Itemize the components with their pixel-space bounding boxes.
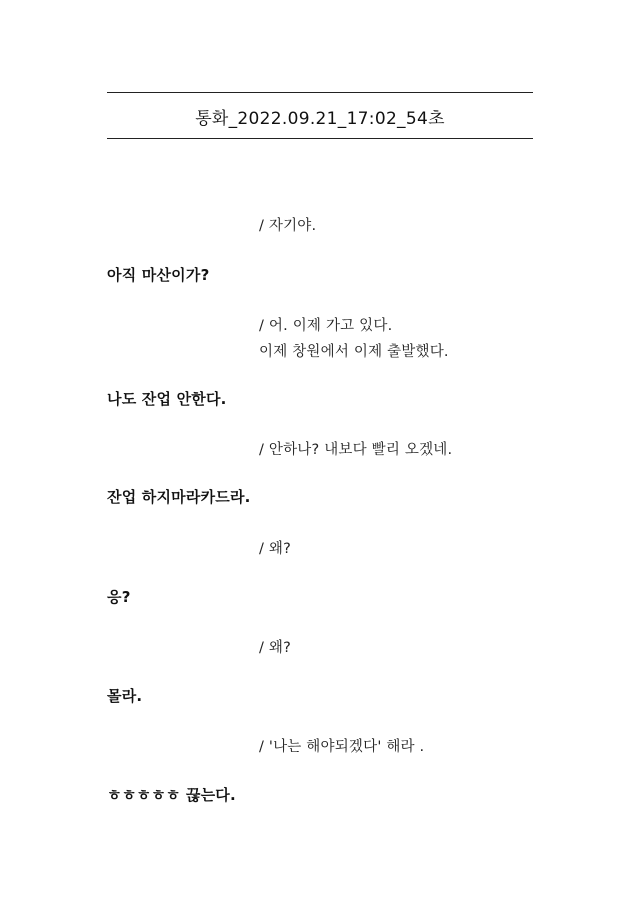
transcript-speaker: 잔업 하지마라카드라. — [107, 488, 251, 506]
transcript-reply: / 자기야. — [259, 218, 317, 234]
document-title: 통화_2022.09.21_17:02_54초 — [195, 109, 445, 129]
transcript-reply: / 왜? — [259, 541, 291, 557]
transcript-speaker: 나도 잔업 안한다. — [107, 390, 227, 408]
transcript-speaker: 응? — [107, 588, 131, 606]
transcript-reply: / '나는 해야되겠다' 해라 . — [259, 739, 425, 755]
transcript-reply: / 왜? — [259, 640, 291, 656]
transcript-reply: / 어. 이제 가고 있다. — [259, 318, 393, 334]
transcript-reply: / 안하나? 내보다 빨리 오겠네. — [259, 442, 453, 458]
title-top-rule — [107, 92, 533, 93]
transcript-speaker: 몰라. — [107, 687, 143, 705]
transcript-reply: 이제 창원에서 이제 출발했다. — [259, 344, 449, 360]
title-bottom-rule — [107, 138, 533, 139]
transcript-speaker: 아직 마산이가? — [107, 266, 210, 284]
transcript-speaker: ㅎㅎㅎㅎㅎ 끊는다. — [107, 786, 236, 804]
